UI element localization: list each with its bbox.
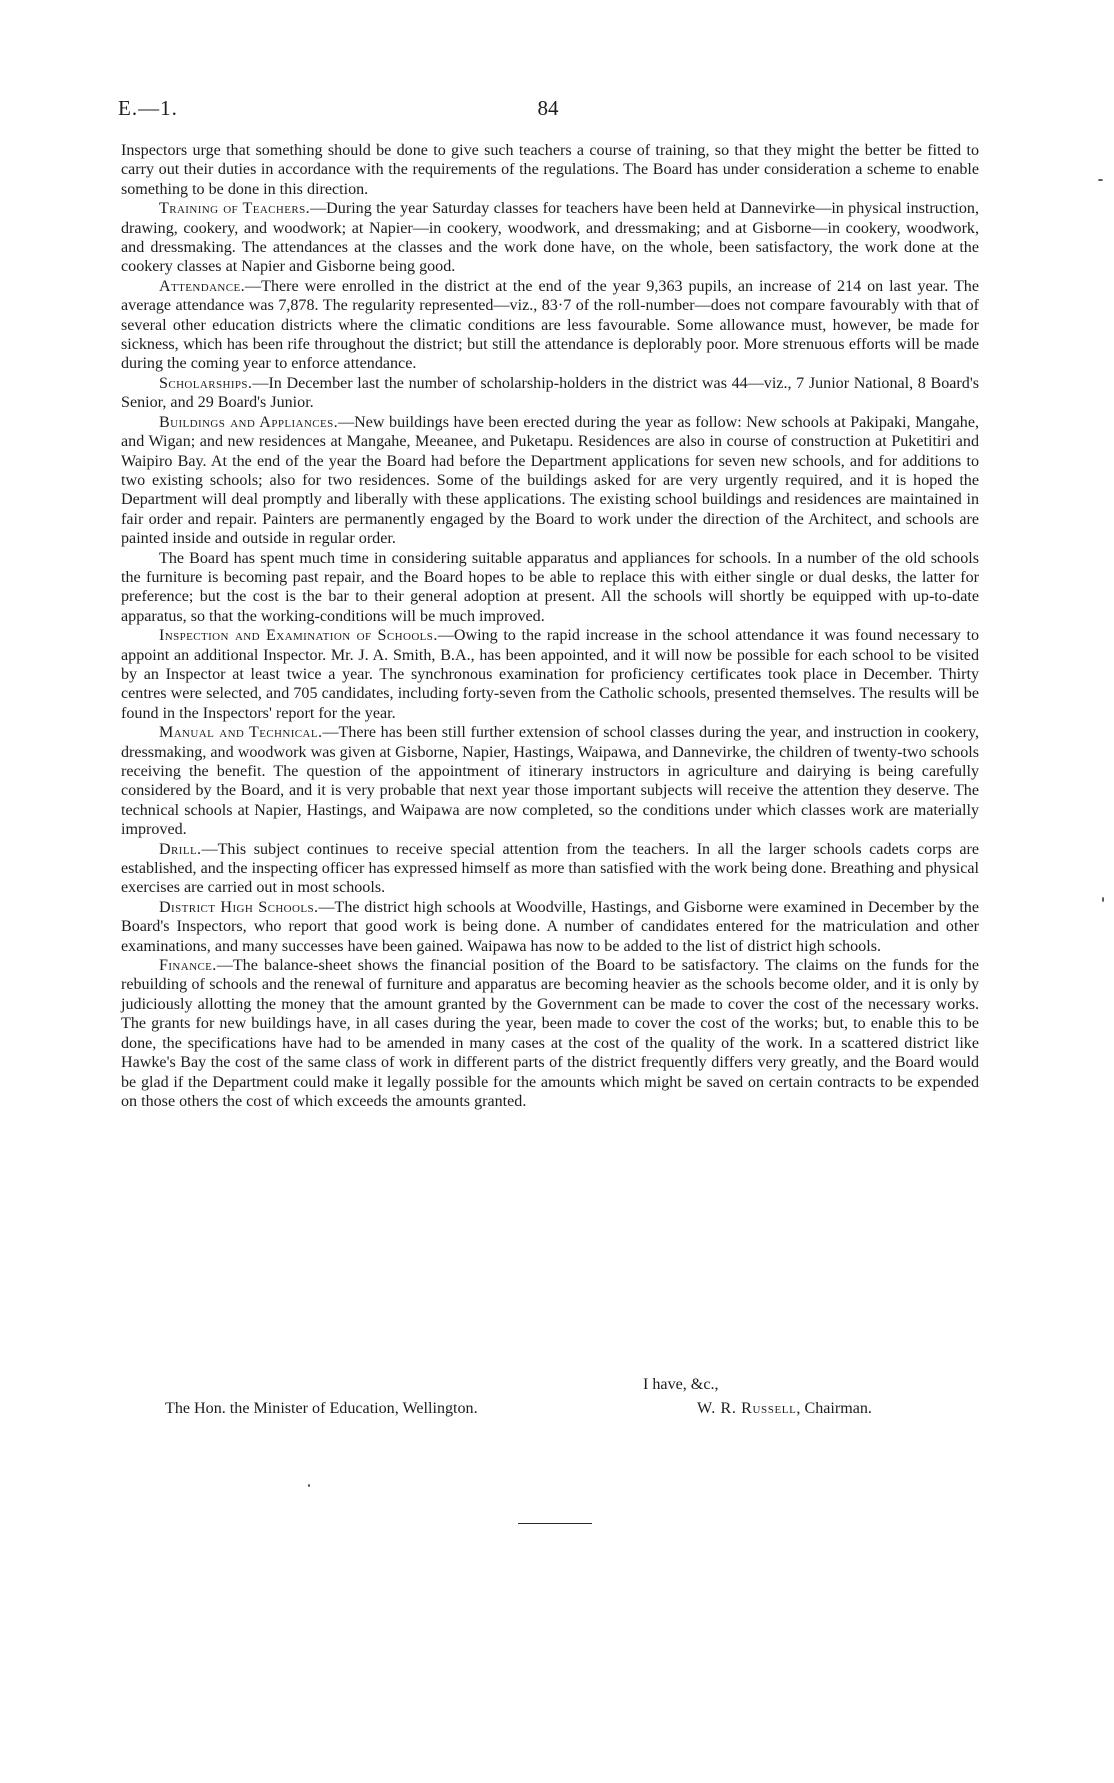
paragraph-text: —This subject continues to receive special attention from the teachers. In all the larger schools cadets corps are established, and the inspecting officer has expressed himself as more than satisfied with the work being done. Breathing and physical exercises are carried out in most schools.	[121, 840, 979, 897]
page-number: 84	[537, 96, 559, 120]
body-text	[121, 141, 979, 1111]
paragraph-text: Inspectors urge that something should be done to give such teachers a course of training, so that they might the better be fitted to carry out their duties in accordance with the requirements of the regulations. The Board has under consideration a scheme to enable something to be done in this direction.	[121, 142, 979, 198]
paragraph-text: —There were enrolled in the district at the end of the year 9,363 pupils, an increase of 214 on last year. The average attendance was 7,878. The regularity represented—viz., 83·7 of the roll-number—does not compare favourably with that of several other education districts where the climatic conditions are less favourable. Some allowance must, however, be made for sickness, which has been rife throughout the district; but still the attendance is deplorably poor. More strenuous efforts will be made during the coming year to enforce attendance.	[121, 277, 979, 373]
paragraph	[121, 277, 979, 374]
letter-closing: I have, &c.,	[643, 1376, 719, 1393]
paragraph-text: The Board has spent much time in considering suitable apparatus and appliances for schools. In a number of the old schools the furniture is becoming past repair, and the Board hopes to be able to replace this with either single or dual desks, the latter for preference; but the cost is the bar to their general adoption at present. All the schools will shortly be equipped with up-to-date apparatus, so that the working-conditions will be much improved.	[121, 549, 979, 625]
scan-speck	[1102, 897, 1104, 902]
paragraph	[121, 141, 979, 199]
addressee: The Hon. the Minister of Education, Wellington.	[165, 1400, 478, 1417]
section-heading: Inspection and Examination of Schools.	[159, 627, 438, 645]
scan-speck	[1098, 179, 1103, 181]
section-heading: Finance.	[159, 957, 217, 975]
signatory-name: W. R. Russell	[697, 1400, 797, 1417]
closing-rule	[518, 1523, 592, 1524]
scan-speck	[308, 1484, 310, 1487]
section-heading: Buildings and Appliances.	[159, 413, 339, 431]
section-heading: Scholarships.	[159, 374, 253, 392]
section-heading: Attendance.	[159, 277, 246, 295]
paragraph-text: —New buildings have been erected during the year as follow: New schools at Pakipaki, Mangahe, and Wigan; and new residences at Mangahe, Meeanee, and Puketapu. Residences are also in course of construction at Puketitiri and Waipiro Bay. At the end of the year the Board had before the Department applications for seven new schools, and for additions to two existing schools; also for two residences. Some of the buildings asked for are very urgently required, and it is hoped the Department will deal promptly and liberally with these applications. The existing school buildings and residences are maintained in fair order and repair. Painters are permanently engaged by the Board to work under the direction of the Architect, and schools are painted inside and outside in regular order.	[121, 413, 979, 548]
paragraph	[121, 199, 979, 277]
paragraph	[121, 956, 979, 1111]
page-header	[118, 96, 978, 126]
paragraph-text: —The balance-sheet shows the financial position of the Board to be satisfactory. The claims on the funds for the rebuilding of schools and the renewal of furniture and apparatus are becoming heavier as the schools become older, and it is only by judiciously allotting the money that the amount granted by the Government can be made to cover the cost of the necessary works. The grants for new buildings have, in all cases during the year, been made to cover the cost of the works; but, to enable this to be done, the specifications have had to be amended in many cases at the cost of the quality of the work. In a scattered district like Hawke's Bay the cost of the same class of work in different parts of the district frequently differs very greatly, and the Board would be glad if the Department could make it legally possible for the amounts which might be saved on certain contracts to be expended on those others the cost of which exceeds the amounts granted.	[121, 957, 979, 1110]
section-heading: Drill.	[159, 840, 202, 858]
paragraph	[121, 374, 979, 413]
paragraph	[121, 723, 979, 839]
paragraph	[121, 898, 979, 956]
paragraph-text: —Owing to the rapid increase in the school attendance it was found necessary to appoint an additional Inspector. Mr. J. A. Smith, B.A., has been appointed, and it will now be possible for each school to be visited by an Inspector at least twice a year. The synchronous examination for proficiency certificates took place in December. Thirty centres were selected, and 705 candidates, including forty-seven from the Catholic schools, presented themselves. The results will be found in the Inspectors' report for the year.	[121, 627, 979, 722]
section-heading: Training of Teachers.	[159, 200, 311, 218]
paragraph-text: —In December last the number of scholarship-holders in the district was 44—viz., 7 Junior National, 8 Board's Senior, and 29 Board's Junior.	[121, 374, 979, 412]
paragraph	[121, 549, 979, 627]
section-heading: Manual and Technical.	[159, 724, 323, 742]
paragraph	[121, 840, 979, 898]
paragraph-text: —The district high schools at Woodville, Hastings, and Gisborne were examined in December by the Board's Inspectors, who report that good work is being done. A number of candidates entered for the matriculation and other examinations, and many successes have been gained. Waipawa has now to be added to the list of district high schools.	[121, 898, 979, 955]
paragraph	[121, 413, 979, 549]
signature	[697, 1400, 872, 1418]
document-reference: E.—1.	[118, 96, 178, 120]
section-heading: District High Schools.	[159, 898, 319, 916]
paragraph-text: —There has been still further extension of school classes during the year, and instruction in cookery, dressmaking, and woodwork was given at Gisborne, Napier, Hastings, Waipawa, and Dannevirke, the children of twenty-two schools receiving the benefit. The question of the appointment of itinerary instructors in agriculture and dairying is being carefully considered by the Board, and it is very probable that next year those important subjects will receive the attention they deserve. The technical schools at Napier, Hastings, and Waipawa are now completed, so the conditions under which classes work are materially improved.	[121, 724, 979, 839]
signatory-title: , Chairman.	[796, 1400, 872, 1417]
paragraph-text: —During the year Saturday classes for teachers have been held at Dannevirke—in physical instruction, drawing, cookery, and woodwork; at Napier—in cookery, woodwork, and dressmaking; and at Gisborne—in cookery, woodwork, and dressmaking. The attendances at the classes and the work done have, on the whole, been satisfactory, the work done at the cookery classes at Napier and Gisborne being good.	[121, 200, 980, 276]
paragraph	[121, 626, 979, 723]
